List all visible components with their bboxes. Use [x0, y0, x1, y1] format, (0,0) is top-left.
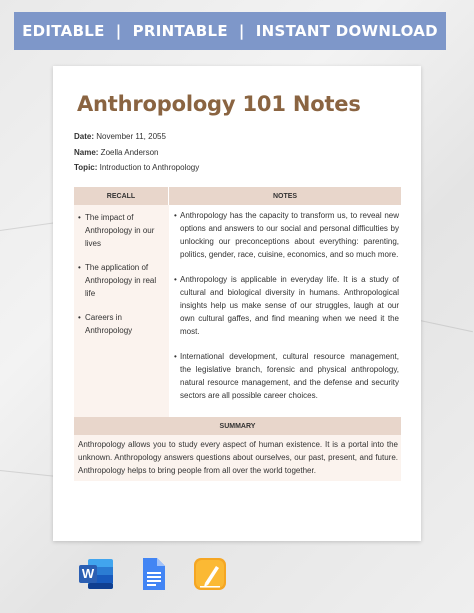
bullet: • [174, 275, 177, 284]
bullet: • [78, 263, 81, 272]
feature-banner [14, 12, 446, 50]
topic-label: Topic: [74, 163, 98, 172]
summary-header: SUMMARY [74, 417, 401, 435]
banner-text: EDITABLE | PRINTABLE | INSTANT DOWNLOAD [22, 22, 438, 40]
list-item [174, 273, 399, 338]
summary-text: Anthropology allows you to study every aspect of human existence. It is a portal into the unknown. Anthropology answers questions about ourselves, our past, present, and future. Anthropology helps to bring people from all over the world together. [74, 435, 401, 481]
notes-header: NOTES [272, 192, 298, 200]
bullet: • [78, 213, 81, 222]
background-vein [0, 222, 59, 231]
pages-icon[interactable] [192, 558, 228, 590]
background-vein [420, 320, 473, 332]
app-icons-row [78, 558, 228, 590]
recall-item-text: Careers in Anthropology [85, 313, 133, 335]
document-title: Anthropology 101 Notes [77, 92, 361, 116]
table-header [74, 187, 401, 205]
word-icon[interactable] [78, 558, 114, 590]
bullet: • [78, 313, 81, 322]
date-label: Date: [74, 132, 95, 141]
list-item [174, 209, 399, 261]
name-value: Zoella Anderson [98, 148, 159, 157]
background-vein [0, 470, 55, 477]
word-letter: W [81, 566, 95, 581]
bullet: • [174, 211, 177, 220]
notes-table [74, 187, 401, 481]
list-item [78, 261, 165, 300]
date-line [74, 132, 166, 141]
recall-item-text: The application of Anthropology in real life [85, 263, 157, 298]
note-item-text: Anthropology is applicable in everyday life. It is a study of cultural and biological diversity in humans. Anthropological insights help us make sense of our struggles, laugh at our own cultural gaffes, and find meaning when we need it the most. [180, 275, 399, 336]
list-item [174, 350, 399, 402]
google-docs-icon[interactable] [135, 558, 171, 590]
note-item-text: International development, cultural resource management, the legislative branch, forensic and physical anthropology, natural resource management, and the defense and security sectors are all possible career choices. [180, 352, 399, 400]
document-page [53, 66, 421, 541]
topic-value: Introduction to Anthropology [97, 163, 200, 172]
table-body-row [74, 205, 401, 417]
notes-column [169, 205, 401, 417]
recall-header: RECALL [74, 187, 169, 205]
date-value: November 11, 2055 [94, 132, 166, 141]
list-item [78, 211, 165, 250]
name-label: Name: [74, 148, 99, 157]
topic-line [74, 163, 199, 172]
recall-item-text: The impact of Anthropology in our lives [85, 213, 155, 248]
name-line [74, 148, 159, 157]
list-item [78, 311, 165, 337]
note-item-text: Anthropology has the capacity to transform us, to reveal new options and answers to our social and personal difficulties by unlocking our preconceptions about everything: parenting, politics, gender, race, cuisine, economics, and so much more. [180, 211, 399, 259]
bullet: • [174, 352, 177, 361]
recall-column [74, 205, 169, 417]
